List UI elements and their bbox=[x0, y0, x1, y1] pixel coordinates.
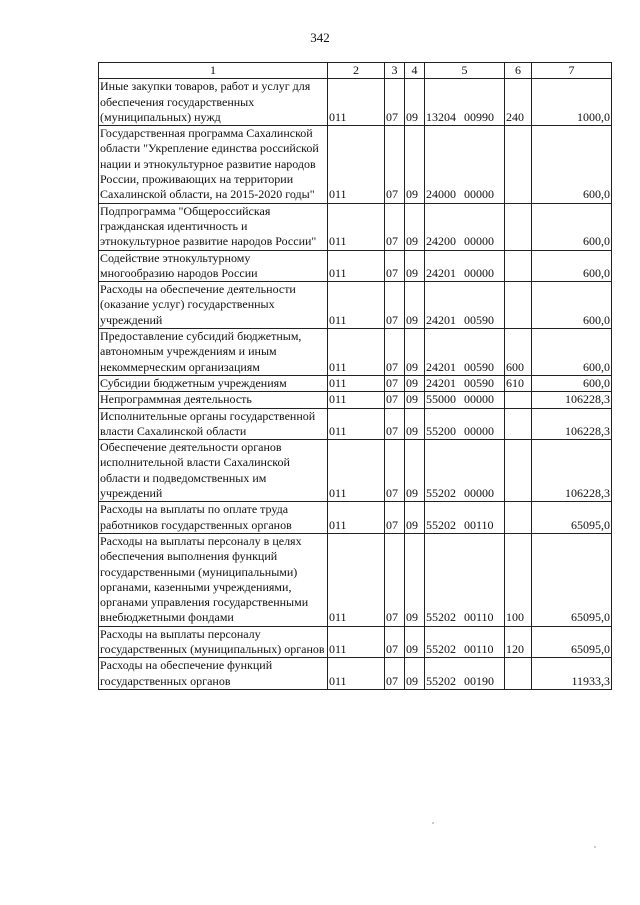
target-article-part: 55202 bbox=[426, 673, 456, 688]
subsection-cell: 09 bbox=[405, 392, 425, 408]
target-article-part: 55000 bbox=[426, 392, 456, 407]
amount-cell: 600,0 bbox=[532, 126, 612, 203]
expense-type-cell bbox=[505, 502, 532, 534]
section-cell: 07 bbox=[385, 658, 405, 690]
target-article-part: 00110 bbox=[464, 641, 494, 656]
expense-type-cell: 600 bbox=[505, 329, 532, 376]
amount-cell: 106228,3 bbox=[532, 440, 612, 502]
target-article-part: 00590 bbox=[464, 375, 494, 390]
target-article-part: 00000 bbox=[464, 392, 494, 407]
target-article-part: 55202 bbox=[426, 610, 456, 625]
target-article-part: 00000 bbox=[464, 423, 494, 438]
target-article-part: 55200 bbox=[426, 423, 456, 438]
row-name-cell: Расходы на выплаты по оплате труда работников государственных органов bbox=[99, 502, 328, 534]
target-article-cell bbox=[425, 250, 505, 282]
section-cell: 07 bbox=[385, 440, 405, 502]
admin-code-cell: 011 bbox=[328, 408, 385, 440]
target-article-part: 24201 bbox=[426, 375, 456, 390]
amount-cell: 65095,0 bbox=[532, 533, 612, 626]
row-name-cell: Субсидии бюджетным учреждениям bbox=[99, 375, 328, 391]
target-article-cell bbox=[425, 79, 505, 126]
column-header: 2 bbox=[328, 63, 385, 79]
admin-code-cell: 011 bbox=[328, 533, 385, 626]
target-article-cell bbox=[425, 329, 505, 376]
target-article-part: 55202 bbox=[426, 517, 456, 532]
table-row bbox=[99, 250, 612, 282]
subsection-cell: 09 bbox=[405, 329, 425, 376]
column-header: 1 bbox=[99, 63, 328, 79]
target-article-cell bbox=[425, 658, 505, 690]
subsection-cell: 09 bbox=[405, 533, 425, 626]
subsection-cell: 09 bbox=[405, 282, 425, 329]
section-cell: 07 bbox=[385, 408, 405, 440]
amount-cell: 600,0 bbox=[532, 250, 612, 282]
admin-code-cell: 011 bbox=[328, 502, 385, 534]
table-row bbox=[99, 533, 612, 626]
table-row bbox=[99, 126, 612, 203]
scan-speck bbox=[594, 846, 596, 848]
section-cell: 07 bbox=[385, 126, 405, 203]
amount-cell: 600,0 bbox=[532, 329, 612, 376]
row-name-cell: Предоставление субсидий бюджетным, автономным учреждениям и иным некоммерческим организациям bbox=[99, 329, 328, 376]
target-article-part: 00000 bbox=[464, 234, 494, 249]
row-name-cell: Подпрограмма "Общероссийская гражданская идентичность и этнокультурное развитие народов России" bbox=[99, 203, 328, 250]
expense-type-cell: 610 bbox=[505, 375, 532, 391]
subsection-cell: 09 bbox=[405, 203, 425, 250]
column-header: 7 bbox=[532, 63, 612, 79]
section-cell: 07 bbox=[385, 79, 405, 126]
admin-code-cell: 011 bbox=[328, 126, 385, 203]
target-article-part: 00110 bbox=[464, 610, 494, 625]
target-article-part: 00190 bbox=[464, 673, 494, 688]
table-row bbox=[99, 408, 612, 440]
section-cell: 07 bbox=[385, 282, 405, 329]
section-cell: 07 bbox=[385, 392, 405, 408]
expense-type-cell bbox=[505, 440, 532, 502]
target-article-part: 24201 bbox=[426, 359, 456, 374]
target-article-cell bbox=[425, 408, 505, 440]
admin-code-cell: 011 bbox=[328, 392, 385, 408]
target-article-part: 00000 bbox=[464, 265, 494, 280]
target-article-cell bbox=[425, 392, 505, 408]
amount-cell: 600,0 bbox=[532, 375, 612, 391]
table-row bbox=[99, 79, 612, 126]
column-header: 5 bbox=[425, 63, 505, 79]
amount-cell: 65095,0 bbox=[532, 626, 612, 658]
admin-code-cell: 011 bbox=[328, 282, 385, 329]
subsection-cell: 09 bbox=[405, 126, 425, 203]
row-name-cell: Расходы на обеспечение функций государственных органов bbox=[99, 658, 328, 690]
column-header: 3 bbox=[385, 63, 405, 79]
admin-code-cell: 011 bbox=[328, 626, 385, 658]
target-article-part: 00590 bbox=[464, 359, 494, 374]
amount-cell: 1000,0 bbox=[532, 79, 612, 126]
target-article-part: 55202 bbox=[426, 641, 456, 656]
page-number: 342 bbox=[310, 30, 330, 45]
scan-speck bbox=[432, 822, 434, 824]
admin-code-cell: 011 bbox=[328, 440, 385, 502]
admin-code-cell: 011 bbox=[328, 658, 385, 690]
target-article-part: 24201 bbox=[426, 265, 456, 280]
subsection-cell: 09 bbox=[405, 440, 425, 502]
target-article-part: 24201 bbox=[426, 312, 456, 327]
target-article-cell bbox=[425, 203, 505, 250]
expense-type-cell: 100 bbox=[505, 533, 532, 626]
admin-code-cell: 011 bbox=[328, 329, 385, 376]
target-article-part: 00000 bbox=[464, 187, 494, 202]
subsection-cell: 09 bbox=[405, 626, 425, 658]
row-name-cell: Непрограммная деятельность bbox=[99, 392, 328, 408]
column-header: 6 bbox=[505, 63, 532, 79]
column-header: 4 bbox=[405, 63, 425, 79]
target-article-part: 24200 bbox=[426, 234, 456, 249]
expense-type-cell bbox=[505, 126, 532, 203]
target-article-part: 00000 bbox=[464, 486, 494, 501]
section-cell: 07 bbox=[385, 533, 405, 626]
row-name-cell: Иные закупки товаров, работ и услуг для обеспечения государственных (муниципальных) нужд bbox=[99, 79, 328, 126]
target-article-part: 00590 bbox=[464, 312, 494, 327]
target-article-part: 00110 bbox=[464, 517, 494, 532]
target-article-part: 55202 bbox=[426, 486, 456, 501]
subsection-cell: 09 bbox=[405, 658, 425, 690]
expense-type-cell bbox=[505, 203, 532, 250]
table-row bbox=[99, 329, 612, 376]
expense-type-cell: 120 bbox=[505, 626, 532, 658]
target-article-cell bbox=[425, 533, 505, 626]
amount-cell: 600,0 bbox=[532, 203, 612, 250]
target-article-cell bbox=[425, 440, 505, 502]
table-row bbox=[99, 282, 612, 329]
expense-type-cell: 240 bbox=[505, 79, 532, 126]
table-row bbox=[99, 658, 612, 690]
budget-table bbox=[98, 62, 612, 690]
target-article-cell bbox=[425, 126, 505, 203]
row-name-cell: Содействие этнокультурному многообразию народов России bbox=[99, 250, 328, 282]
expense-type-cell bbox=[505, 282, 532, 329]
expense-type-cell bbox=[505, 250, 532, 282]
expense-type-cell bbox=[505, 392, 532, 408]
subsection-cell: 09 bbox=[405, 375, 425, 391]
row-name-cell: Исполнительные органы государственной власти Сахалинской области bbox=[99, 408, 328, 440]
table-row bbox=[99, 502, 612, 534]
section-cell: 07 bbox=[385, 626, 405, 658]
target-article-cell bbox=[425, 626, 505, 658]
subsection-cell: 09 bbox=[405, 408, 425, 440]
amount-cell: 106228,3 bbox=[532, 408, 612, 440]
expense-type-cell bbox=[505, 408, 532, 440]
target-article-cell bbox=[425, 375, 505, 391]
subsection-cell: 09 bbox=[405, 502, 425, 534]
section-cell: 07 bbox=[385, 250, 405, 282]
row-name-cell: Расходы на обеспечение деятельности (оказание услуг) государственных учреждений bbox=[99, 282, 328, 329]
row-name-cell: Государственная программа Сахалинской области "Укрепление единства российской нации и этнокультурное развитие народов России, проживающих на территории Сахалинской области, на 2015-2020 годы" bbox=[99, 126, 328, 203]
admin-code-cell: 011 bbox=[328, 79, 385, 126]
table-row bbox=[99, 440, 612, 502]
target-article-part: 24000 bbox=[426, 187, 456, 202]
table-row bbox=[99, 626, 612, 658]
admin-code-cell: 011 bbox=[328, 250, 385, 282]
section-cell: 07 bbox=[385, 203, 405, 250]
table-row bbox=[99, 392, 612, 408]
target-article-cell bbox=[425, 282, 505, 329]
target-article-part: 00990 bbox=[464, 109, 494, 124]
amount-cell: 600,0 bbox=[532, 282, 612, 329]
target-article-part: 13204 bbox=[426, 109, 456, 124]
row-name-cell: Расходы на выплаты персоналу государственных (муниципальных) органов bbox=[99, 626, 328, 658]
table-row bbox=[99, 375, 612, 391]
section-cell: 07 bbox=[385, 502, 405, 534]
row-name-cell: Обеспечение деятельности органов исполнительной власти Сахалинской области и подведомственных им учреждений bbox=[99, 440, 328, 502]
row-name-cell: Расходы на выплаты персоналу в целях обеспечения выполнения функций государственными (муниципальными) органами, казенными учреждениями, органами управления государственными внебюджетными фондами bbox=[99, 533, 328, 626]
admin-code-cell: 011 bbox=[328, 375, 385, 391]
subsection-cell: 09 bbox=[405, 250, 425, 282]
section-cell: 07 bbox=[385, 329, 405, 376]
amount-cell: 11933,3 bbox=[532, 658, 612, 690]
subsection-cell: 09 bbox=[405, 79, 425, 126]
amount-cell: 106228,3 bbox=[532, 392, 612, 408]
admin-code-cell: 011 bbox=[328, 203, 385, 250]
target-article-cell bbox=[425, 502, 505, 534]
amount-cell: 65095,0 bbox=[532, 502, 612, 534]
section-cell: 07 bbox=[385, 375, 405, 391]
table-header-row bbox=[99, 63, 612, 79]
expense-type-cell bbox=[505, 658, 532, 690]
table-row bbox=[99, 203, 612, 250]
